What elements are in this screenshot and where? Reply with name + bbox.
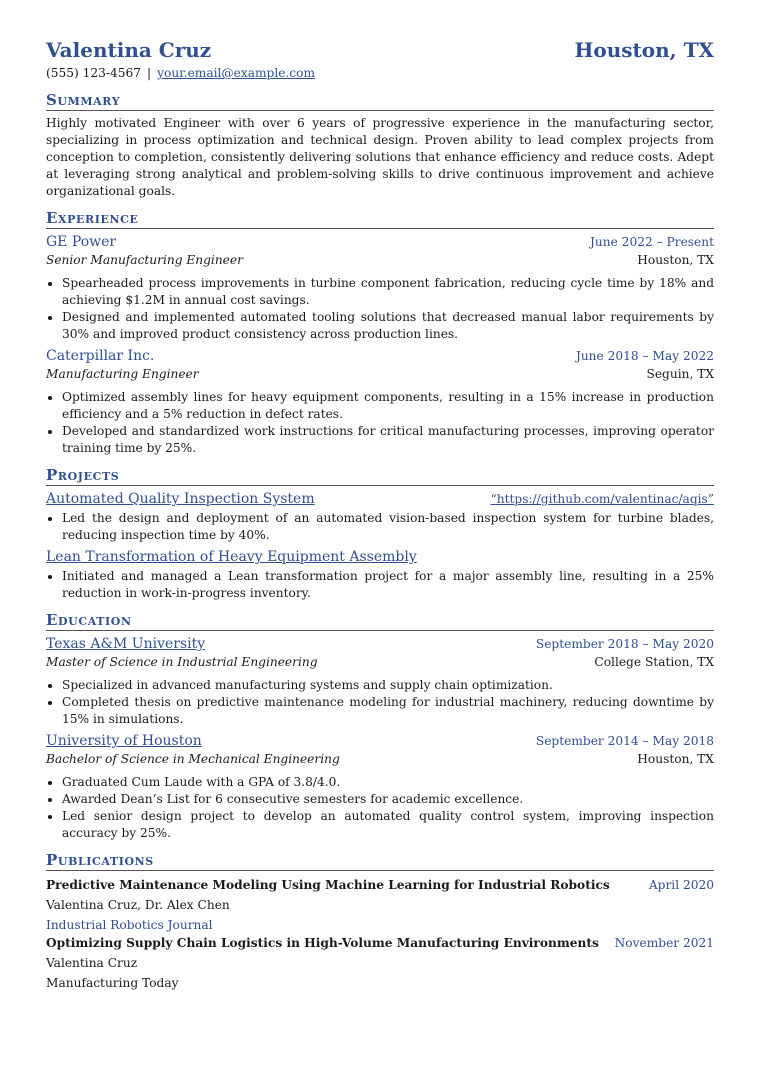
degree-name: Bachelor of Science in Mechanical Engineering	[46, 752, 340, 766]
bullet-item: • Specialized in advanced manufacturing systems and supply chain optimization.	[62, 677, 714, 694]
job-location: Houston, TX	[637, 253, 714, 267]
experience-bullets	[46, 389, 714, 457]
bullet-item: • Graduated Cum Laude with a GPA of 3.8/4.0.	[62, 774, 714, 791]
bullet-item: • Optimized assembly lines for heavy equipment components, resulting in a 15% increase in production efficiency and a 5% reduction in defect rates.	[62, 389, 714, 423]
bullet-item: • Initiated and managed a Lean transformation project for a major assembly line, resulting in a 25% reduction in work-in-progress inventory.	[62, 568, 714, 602]
education-dates: September 2018 – May 2020	[535, 637, 714, 651]
contact-separator: |	[147, 66, 152, 80]
job-title: Manufacturing Engineer	[46, 367, 199, 381]
project-entry	[46, 490, 714, 544]
bullet-item: • Developed and standardized work instructions for critical manufacturing processes, improving operator training time by 25%.	[62, 423, 714, 457]
employment-dates: June 2018 – May 2022	[575, 349, 714, 363]
candidate-name: Valentina Cruz	[46, 38, 212, 62]
publication-entry	[46, 877, 714, 934]
project-entry	[46, 548, 714, 602]
email-link[interactable]: your.email@example.com	[157, 66, 316, 80]
school-name[interactable]: University of Houston	[46, 733, 202, 749]
publication-date: November 2021	[614, 936, 714, 950]
bullet-item: • Spearheaded process improvements in turbine component fabrication, reducing cycle time by 18% and achieving $1.2M in annual cost savings.	[62, 275, 714, 309]
bullet-item: • Led the design and deployment of an automated vision-based inspection system for turbine blades, reducing inspection time by 40%.	[62, 510, 714, 544]
publication-date: April 2020	[648, 878, 714, 892]
education-entry	[46, 732, 714, 842]
experience-bullets	[46, 275, 714, 343]
publication-title: Optimizing Supply Chain Logistics in High-Volume Manufacturing Environments	[46, 936, 599, 950]
publication-authors: Valentina Cruz	[46, 956, 138, 970]
education-entry	[46, 635, 714, 728]
project-bullets	[46, 568, 714, 602]
bullet-item: • Awarded Dean’s List for 6 consecutive semesters for academic excellence.	[62, 791, 714, 808]
experience-entry	[46, 233, 714, 343]
bullet-item: • Completed thesis on predictive maintenance modeling for industrial machinery, reducing downtime by 15% in simulations.	[62, 694, 714, 728]
school-location: College Station, TX	[594, 655, 714, 669]
employment-dates: June 2022 – Present	[590, 235, 714, 249]
summary-heading: Summary	[46, 90, 714, 111]
project-name[interactable]: Automated Quality Inspection System	[46, 491, 315, 507]
contact-line	[46, 65, 714, 82]
project-bullets	[46, 510, 714, 544]
education-bullets	[46, 774, 714, 842]
education-bullets	[46, 677, 714, 728]
job-title: Senior Manufacturing Engineer	[46, 253, 243, 267]
job-location: Seguin, TX	[646, 367, 714, 381]
education-dates: September 2014 – May 2018	[535, 734, 714, 748]
employer-name: Caterpillar Inc.	[46, 348, 155, 364]
school-location: Houston, TX	[637, 752, 714, 766]
experience-heading: Experience	[46, 208, 714, 229]
publication-venue: Manufacturing Today	[46, 976, 179, 990]
summary-text: Highly motivated Engineer with over 6 years of progressive experience in the manufacturing sector, specializing in process optimization and technical design. Proven ability to lead complex projects from conception to completion, consistently delivering solutions that enhance efficiency and reduce costs. Adept at leveraging strong analytical and problem-solving skills to drive continuous improvement and achieve organizational goals.	[46, 116, 714, 198]
publication-authors: Valentina Cruz, Dr. Alex Chen	[46, 898, 230, 912]
experience-entry	[46, 347, 714, 457]
projects-heading: Projects	[46, 465, 714, 486]
publication-entry	[46, 935, 714, 992]
publication-venue[interactable]: Industrial Robotics Journal	[46, 918, 213, 932]
degree-name: Master of Science in Industrial Engineering	[46, 655, 318, 669]
publications-heading: Publications	[46, 850, 714, 871]
project-name[interactable]: Lean Transformation of Heavy Equipment Assembly	[46, 549, 417, 565]
project-link[interactable]: “https://github.com/valentinac/aqis”	[490, 492, 714, 506]
phone-number: (555) 123-4567	[46, 66, 142, 80]
school-name[interactable]: Texas A&M University	[46, 636, 206, 652]
employer-name: GE Power	[46, 234, 117, 250]
publication-title: Predictive Maintenance Modeling Using Machine Learning for Industrial Robotics	[46, 878, 610, 892]
resume-header	[46, 36, 714, 64]
candidate-location: Houston, TX	[574, 38, 714, 62]
bullet-item: • Led senior design project to develop an automated quality control system, improving inspection accuracy by 25%.	[62, 808, 714, 842]
education-heading: Education	[46, 610, 714, 631]
bullet-item: • Designed and implemented automated tooling solutions that decreased manual labor requirements by 30% and improved product consistency across production lines.	[62, 309, 714, 343]
